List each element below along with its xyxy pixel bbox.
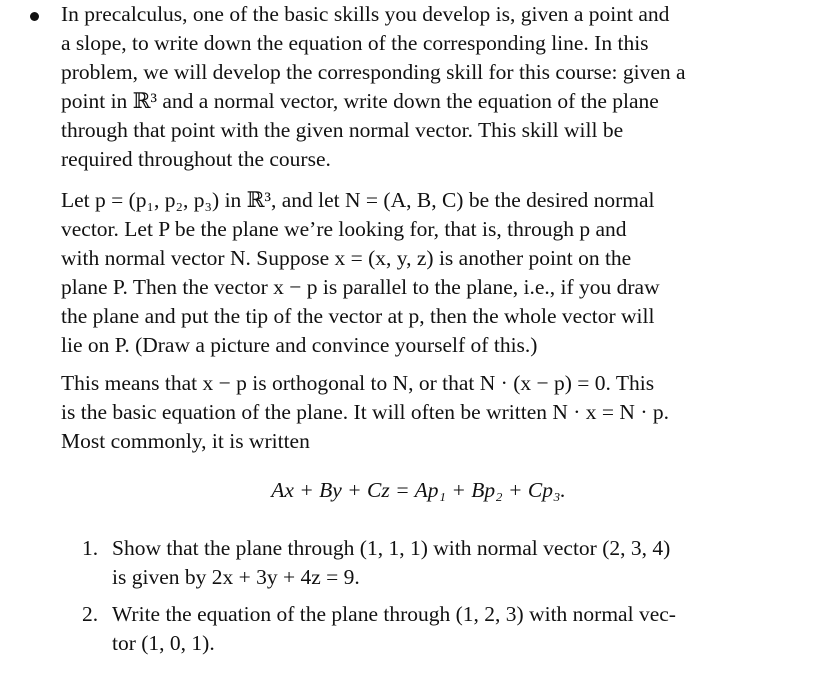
exercise-text: Show that the plane through (1, 1, 1) with normal vector (2, 3, 4) <box>112 536 671 560</box>
setup-line: with normal vector N. Suppose x = (x, y, z) is another point on the <box>61 246 632 270</box>
bullet-icon <box>30 12 39 21</box>
intro-line: through that point with the given normal vector. This skill will be <box>61 118 624 142</box>
setup-line: vector. Let P be the plane we’re looking for, that is, through p and <box>61 217 627 241</box>
exercise-number: 1. <box>82 536 99 560</box>
setup-paragraph <box>61 186 781 360</box>
intro-line: point in ℝ³ and a normal vector, write down the equation of the plane <box>61 89 659 113</box>
exercise-number: 2. <box>82 602 99 626</box>
exercise-item-2 <box>82 600 782 658</box>
intro-paragraph <box>61 0 781 174</box>
setup-line: lie on P. (Draw a picture and convince yourself of this.) <box>61 333 538 357</box>
exercise-text: Write the equation of the plane through (1, 2, 3) with normal vec- <box>112 602 676 626</box>
conclusion-paragraph <box>61 369 781 456</box>
exercise-item-1 <box>82 534 782 592</box>
intro-line: In precalculus, one of the basic skills you develop is, given a point and <box>61 2 670 26</box>
intro-line: a slope, to write down the equation of the corresponding line. In this <box>61 31 649 55</box>
exercise-text: is given by 2x + 3y + 4z = 9. <box>112 565 360 589</box>
conclusion-line: Most commonly, it is written <box>61 429 310 453</box>
setup-line: plane P. Then the vector x − p is parallel to the plane, i.e., if you draw <box>61 275 660 299</box>
conclusion-line: This means that x − p is orthogonal to N, or that N · (x − p) = 0. This <box>61 371 655 395</box>
setup-line: the plane and put the tip of the vector at p, then the whole vector will <box>61 304 655 328</box>
setup-line: Let p = (p₁, p₂, p₃) in ℝ³, and let N = (A, B, C) be the desired normal <box>61 188 655 212</box>
conclusion-line: is the basic equation of the plane. It will often be written N · x = N · p. <box>61 400 669 424</box>
exercise-text: tor (1, 0, 1). <box>112 631 215 655</box>
intro-line: required throughout the course. <box>61 147 331 171</box>
intro-line: problem, we will develop the corresponding skill for this course: given a <box>61 60 686 84</box>
plane-equation: Ax + By + Cz = Ap₁ + Bp₂ + Cp₃. <box>271 478 566 502</box>
